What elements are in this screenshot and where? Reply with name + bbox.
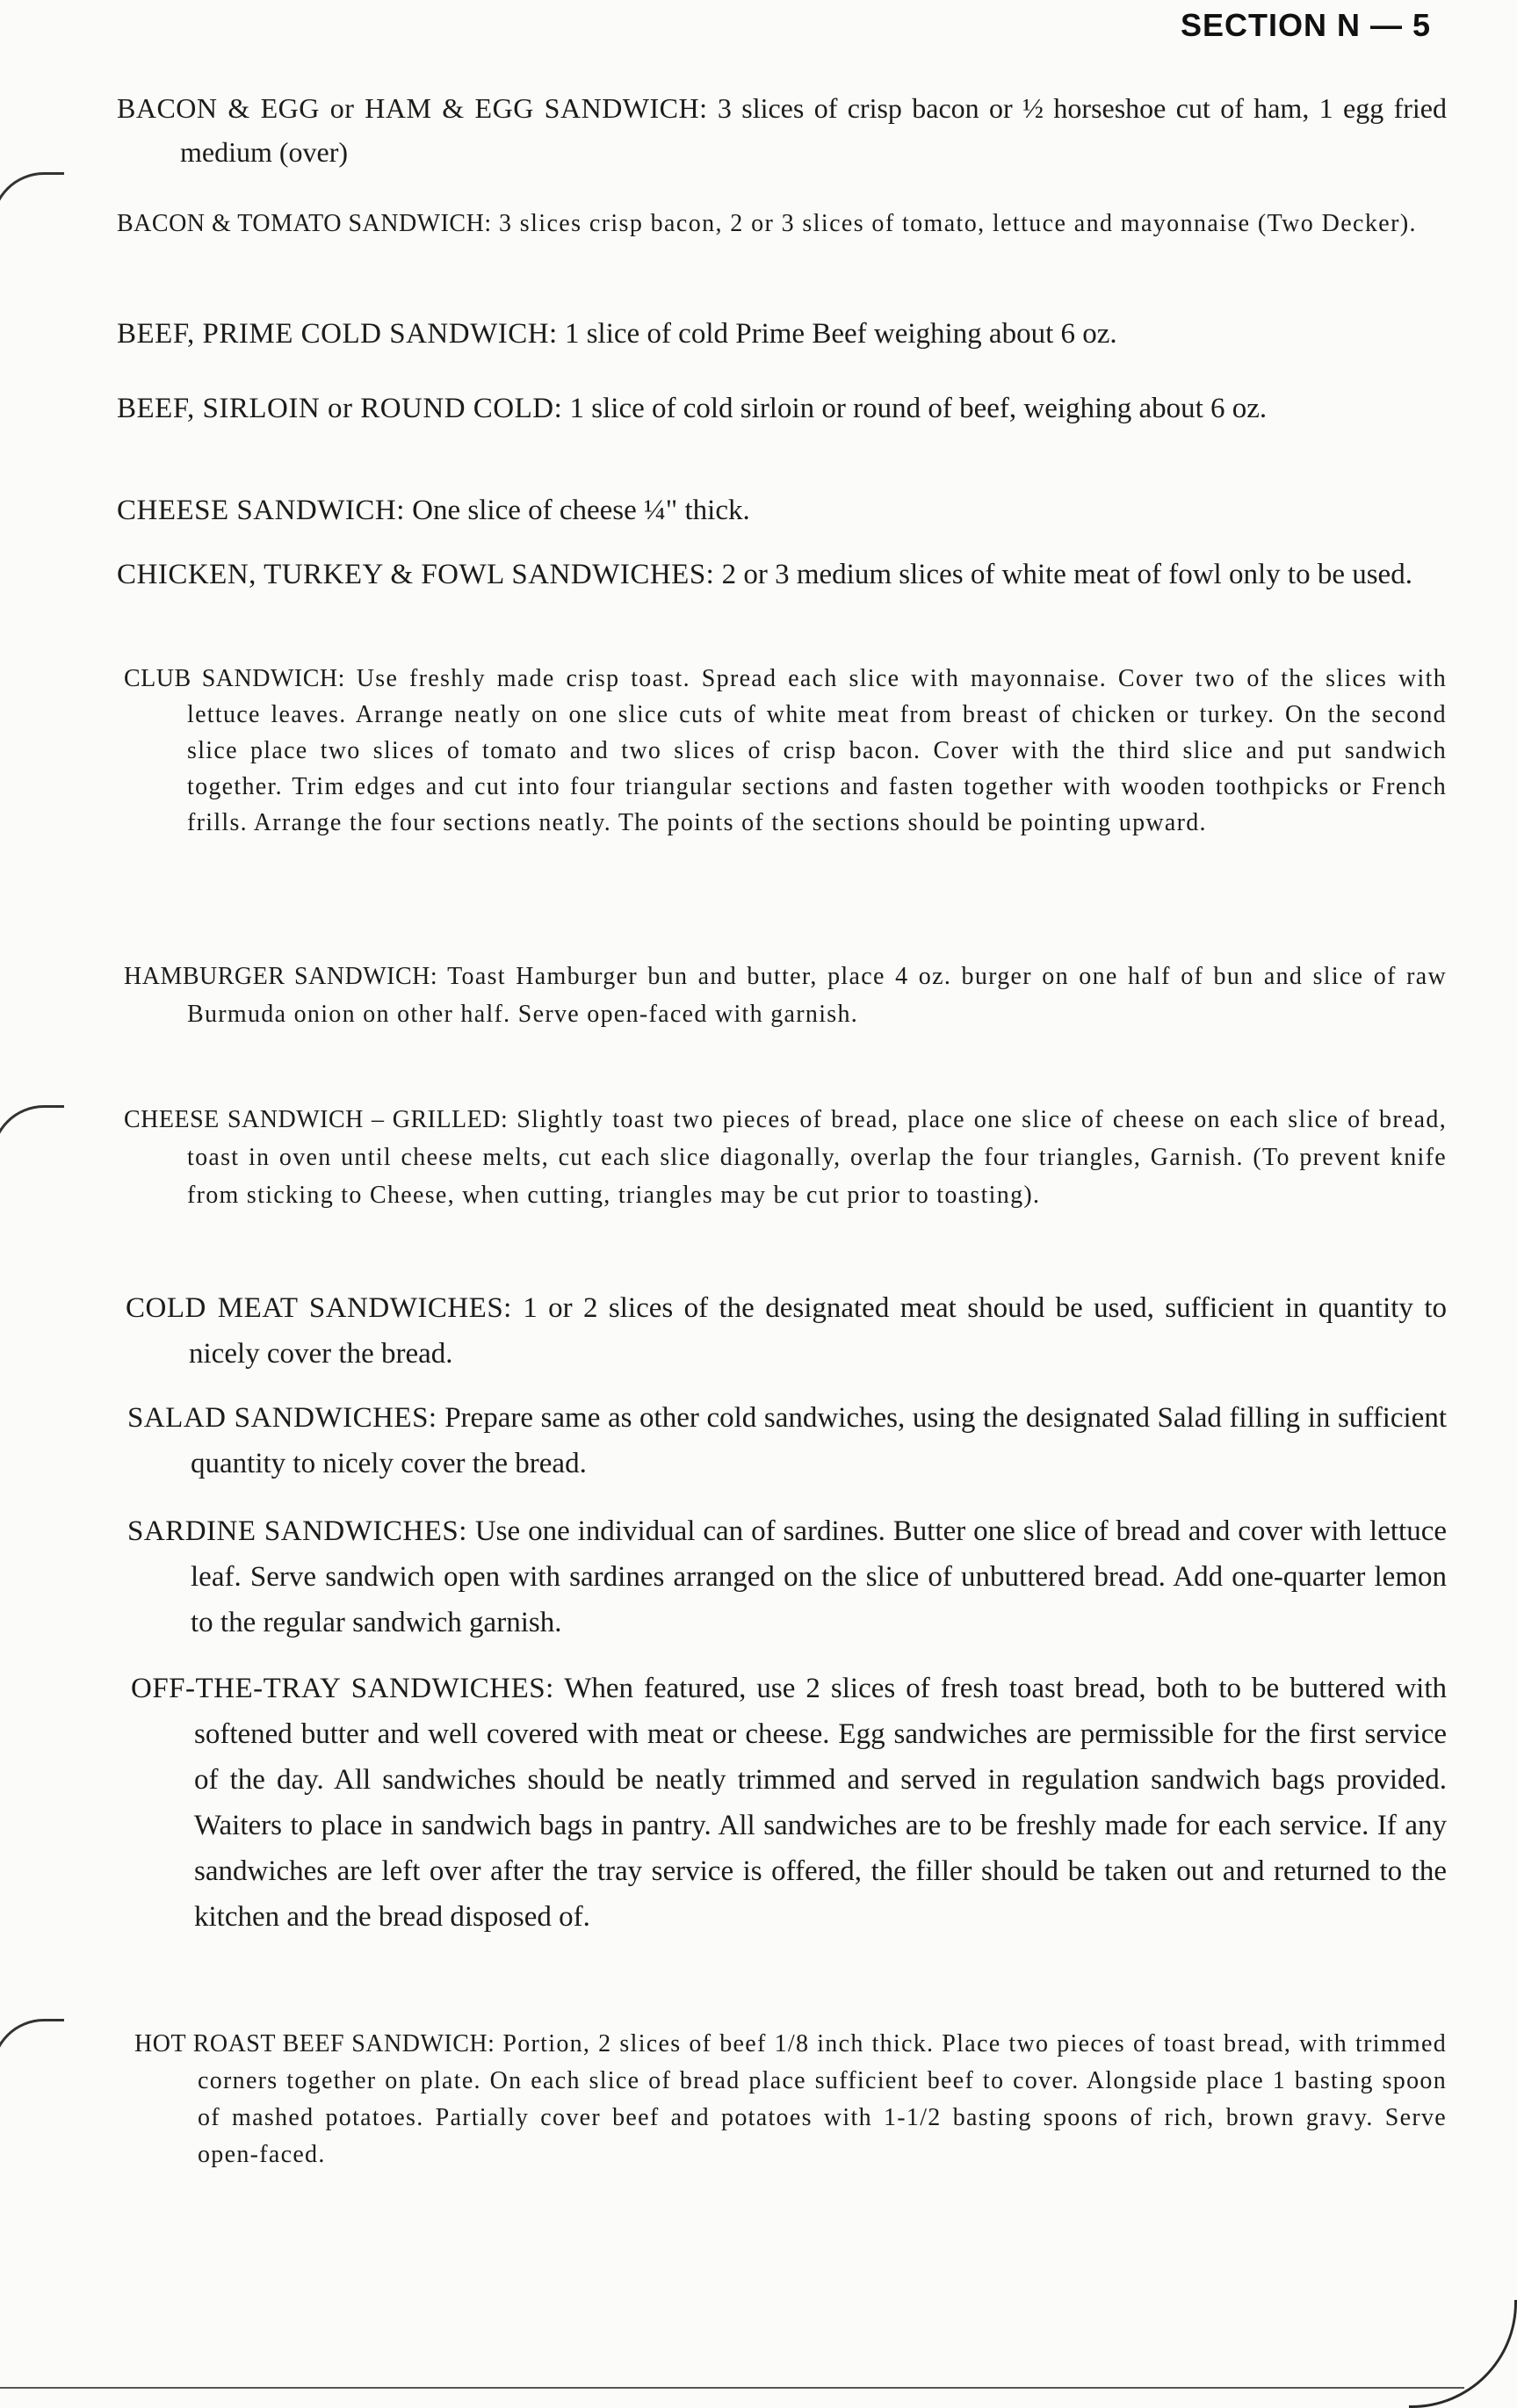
entry-bacon-egg <box>0 86 1447 174</box>
entry-text: Use freshly made crisp toast. Spread each slice with mayonnaise. Cover two of the slices with lettuce leaves. Arrange neatly on one slice cuts of white meat from breast of chicken or turkey. On the second slice place two slices of tomato and two slices of crisp bacon. Cover with the third slice and put sandwich together. Trim edges and cut into four triangular sections and fasten together with wooden toothpicks or French frills. Arrange the four sections neatly. The points of the sections should be pointing upward. <box>187 665 1448 836</box>
entry-title: SARDINE SANDWICHES: <box>127 1515 467 1547</box>
entry-title: BACON & TOMATO SANDWICH: <box>117 210 492 237</box>
entry-text: Portion, 2 slices of beef 1/8 inch thick. Place two pieces of toast bread, with trimmed corners together on plate. On each slice of bread place sufficient beef to cover. Alongside place 1 basting spoon of mashed potatoes. Partially cover beef and potatoes with 1-1/2 basting spoons of rich, brown gravy. Serve open-faced. <box>198 2030 1447 2168</box>
page-bottom-edge <box>0 2387 1464 2389</box>
entry-cheese <box>0 488 1447 532</box>
entry-hot-roast-beef <box>0 2026 1447 2173</box>
entry-title: HOT ROAST BEEF SANDWICH: <box>134 2030 495 2057</box>
entry-title: CHEESE SANDWICH: <box>117 495 405 526</box>
entry-club <box>0 661 1447 841</box>
entry-cold-meat <box>0 1285 1447 1377</box>
page-corner-curl <box>1409 2300 1517 2408</box>
entry-hamburger <box>0 958 1447 1033</box>
entry-sardine <box>0 1508 1447 1645</box>
entry-title: BEEF, PRIME COLD SANDWICH: <box>117 318 558 350</box>
entry-text: Use one individual can of sardines. Butter one slice of bread and cover with lettuce leaf. Serve sandwich open with sardines arranged on the slice of unbuttered bread. Add one-quarter lemon to the regular sandwich garnish. <box>191 1515 1447 1638</box>
entry-text: 3 slices of crisp bacon or ½ horseshoe cut of ham, 1 egg fried medium (over) <box>180 92 1448 168</box>
entry-bacon-tomato <box>0 205 1447 242</box>
entry-text: Slightly toast two pieces of bread, place one slice of cheese on each slice of bread, toast in oven until cheese melts, cut each slice diagonally, overlap the four triangles, Garnish. (To prevent knife from sticking to Cheese, when cutting, triangles may be cut prior to toasting). <box>187 1106 1447 1209</box>
entry-text: 1 or 2 slices of the designated meat should be used, sufficient in quantity to nicely cover the bread. <box>189 1292 1447 1370</box>
entry-text: 2 or 3 medium slices of white meat of fowl only to be used. <box>714 559 1412 590</box>
entry-text: 3 slices crisp bacon, 2 or 3 slices of tomato, lettuce and mayonnaise (Two Decker). <box>491 210 1417 237</box>
entry-title: CLUB SANDWICH: <box>124 665 345 692</box>
entry-text: 1 slice of cold sirloin or round of beef, weighing about 6 oz. <box>562 393 1268 424</box>
entry-text: 1 slice of cold Prime Beef weighing about 6 oz. <box>557 318 1117 350</box>
section-header: SECTION N — 5 <box>1180 7 1431 43</box>
entry-title: BEEF, SIRLOIN or ROUND COLD: <box>117 393 563 424</box>
entry-salad <box>0 1395 1447 1486</box>
entry-title: OFF-THE-TRAY SANDWICHES: <box>131 1673 554 1704</box>
entry-title: CHICKEN, TURKEY & FOWL SANDWICHES: <box>117 559 715 590</box>
entry-beef-sirloin <box>0 387 1447 430</box>
entry-cheese-grilled <box>0 1101 1447 1214</box>
entry-title: SALAD SANDWICHES: <box>127 1402 437 1434</box>
entry-title: COLD MEAT SANDWICHES: <box>126 1292 512 1324</box>
entry-title: HAMBURGER SANDWICH: <box>124 963 438 990</box>
entry-beef-prime-cold <box>0 312 1447 356</box>
entry-title: CHEESE SANDWICH – GRILLED: <box>124 1106 509 1133</box>
entry-text: Toast Hamburger bun and butter, place 4 oz. burger on one half of bun and slice of raw Burmuda onion on other half. Serve open-faced with garnish. <box>187 963 1447 1028</box>
entry-title: BACON & EGG or HAM & EGG SANDWICH: <box>117 92 708 124</box>
entry-text: Prepare same as other cold sandwiches, using the designated Salad filling in sufficient quantity to nicely cover the bread. <box>191 1402 1447 1479</box>
entry-text: One slice of cheese ¼" thick. <box>404 495 750 526</box>
entry-off-the-tray <box>0 1666 1447 1940</box>
entry-chicken-turkey-fowl <box>0 549 1447 600</box>
entry-text: When featured, use 2 slices of fresh toast bread, both to be buttered with softened butter and well covered with meat or cheese. Egg sandwiches are permissible for the first service of the day. All sandwiches should be neatly trimmed and served in regulation sandwich bags provided. Waiters to place in sandwich bags in pantry. All sandwiches are to be freshly made for each service. If any sandwiches are left over after the tray service is offered, the filler should be taken out and returned to the kitchen and the bread disposed of. <box>194 1673 1448 1933</box>
